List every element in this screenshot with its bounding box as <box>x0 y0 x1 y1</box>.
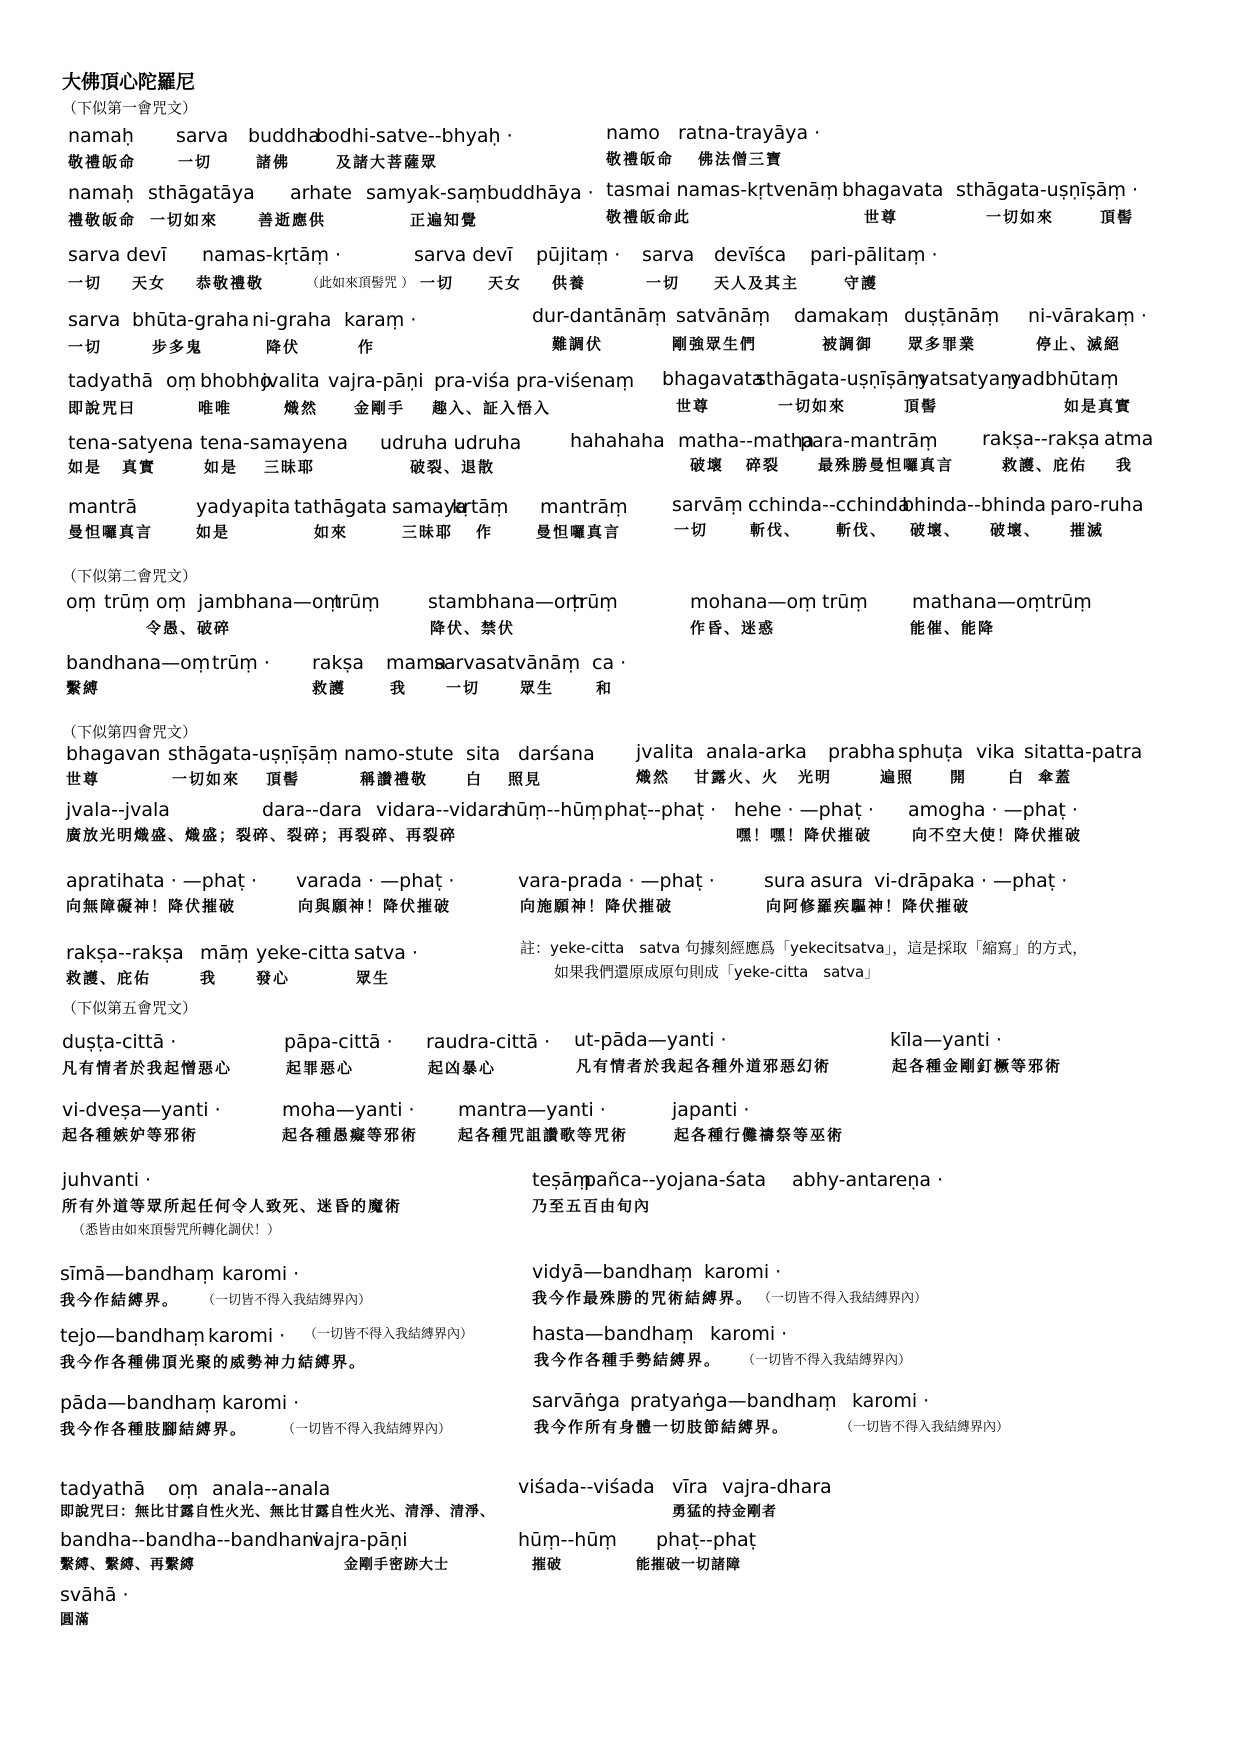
chinese-translation: 如是 <box>204 458 239 476</box>
chinese-translation: （悉皆由如來頂髻咒所轉化調伏！） <box>72 1223 281 1238</box>
chinese-translation: 曼怛囉真言 <box>536 523 622 541</box>
sanskrit-text: namas-kṛtāṃ · <box>202 244 342 266</box>
sanskrit-text: vajra-pāṇi <box>328 370 424 392</box>
chinese-translation: 一切如來 <box>778 397 847 415</box>
sanskrit-text: vi-dveṣa—yanti · <box>62 1099 221 1121</box>
chinese-translation: 救護、庇佑 <box>66 969 152 987</box>
chinese-translation: 如是 <box>68 458 103 476</box>
sanskrit-text: anala--anala <box>212 1478 331 1500</box>
sanskrit-text: bandha--bandha--bandhani <box>60 1529 320 1551</box>
chinese-translation: 我今作各種手勢結縛界。 <box>534 1351 722 1369</box>
sanskrit-text: ca · <box>592 652 627 674</box>
sanskrit-text: japanti · <box>672 1099 750 1121</box>
chinese-translation: 趣入、証入悟入 <box>432 399 552 417</box>
chinese-translation: 即說咒曰 <box>68 399 137 417</box>
chinese-translation: 天女 <box>488 274 523 292</box>
sanskrit-text: māṃ <box>200 942 249 964</box>
chinese-translation: 一切 <box>178 153 213 171</box>
sanskrit-text: damakaṃ <box>794 305 889 327</box>
chinese-translation: 即說咒曰：無比甘露自性火光、無比甘露自性火光、清淨、清淨、 <box>60 1504 495 1520</box>
sanskrit-text: sthāgata-uṣṇīṣāṃ <box>168 743 338 765</box>
sanskrit-text: tejo—bandhaṃ <box>60 1325 206 1347</box>
sanskrit-text: pari-pālitaṃ · <box>810 244 938 266</box>
sanskrit-text: darśana <box>518 743 595 765</box>
sanskrit-text: satva · <box>354 942 418 964</box>
chinese-translation: （一切皆不得入我結縛界內） <box>840 1420 1010 1435</box>
chinese-translation: 熾然 <box>284 399 319 417</box>
sanskrit-text: sarva devī <box>68 244 167 266</box>
sanskrit-text: matha--matha <box>678 430 815 452</box>
chinese-translation: 救護 <box>312 679 347 697</box>
sanskrit-text: tadyathā <box>60 1478 146 1500</box>
sanskrit-text: oṃ <box>166 370 197 392</box>
annotation-note: 註：yeke-citta satva 句據刻經應爲「yekecitsatva」，這是採取「縮寫」的方式， <box>520 939 1088 957</box>
chinese-translation: 善逝應供 <box>258 211 327 229</box>
sanskrit-text: mantrāṃ <box>540 496 628 518</box>
chinese-translation: 和 <box>596 679 614 697</box>
sanskrit-text: bhinda--bhinda <box>902 494 1046 516</box>
chinese-translation: 能催、能降 <box>910 619 996 637</box>
sanskrit-text: raudra-cittā · <box>426 1031 551 1053</box>
sanskrit-text: yadbhūtaṃ <box>1010 368 1119 390</box>
sanskrit-text: buddha <box>248 125 320 147</box>
sanskrit-text: sthāgata-uṣṇīṣāṃ <box>756 368 926 390</box>
chinese-translation: 世尊 <box>66 770 101 788</box>
chinese-translation: 甘露火、火 <box>694 768 780 786</box>
sanskrit-text: pāda—bandhaṃ <box>60 1392 217 1414</box>
chinese-translation: 白 <box>1008 768 1026 786</box>
sanskrit-text: karomi · <box>222 1392 300 1414</box>
annotation-note: 如果我們還原成原句則成「yeke-citta satva」 <box>554 963 880 981</box>
chinese-translation: 頂髻 <box>1100 208 1135 226</box>
sanskrit-text: karomi · <box>710 1323 788 1345</box>
sanskrit-text: phaṭ--phaṭ · <box>604 799 717 821</box>
chinese-translation: 降伏 <box>266 338 301 356</box>
chinese-translation: 凡有情者於我起各種外道邪惡幻術 <box>576 1057 832 1075</box>
sanskrit-text: sarva <box>642 244 695 266</box>
sanskrit-text: bhūta-graha <box>132 309 250 331</box>
chinese-translation: 作 <box>476 523 494 541</box>
chinese-translation: 嘿！嘿！降伏摧破 <box>736 826 873 844</box>
chinese-translation: 破壞、 <box>910 521 962 539</box>
sanskrit-text: ratna-trayāya · <box>678 122 821 144</box>
sanskrit-text: viśada--viśada <box>518 1476 655 1498</box>
sanskrit-text: rakṣa <box>312 652 364 674</box>
chinese-translation: 向與願神！降伏摧破 <box>298 897 452 915</box>
sanskrit-text: bhagavata <box>842 179 944 201</box>
chinese-translation: 向施願神！降伏摧破 <box>520 897 674 915</box>
sanskrit-text: cchinda--cchinda <box>748 494 910 516</box>
section-heading: （下似第二會咒文） <box>62 567 198 585</box>
sanskrit-text: pra-viśa <box>434 370 510 392</box>
chinese-translation: 頂髻 <box>266 770 301 788</box>
sanskrit-text: karomi · <box>704 1261 782 1283</box>
sanskrit-text: paro-ruha <box>1050 494 1144 516</box>
sanskrit-text: trūṃ <box>1046 591 1092 613</box>
chinese-translation: 摧滅 <box>1070 521 1105 539</box>
sanskrit-text: karomi · <box>222 1263 300 1285</box>
chinese-translation: 眾生 <box>520 679 555 697</box>
sanskrit-text: vīra <box>672 1476 708 1498</box>
chinese-translation: 及諸大菩薩眾 <box>336 153 439 171</box>
sanskrit-text: jvalita <box>262 370 320 392</box>
sanskrit-text: prabha <box>828 741 896 763</box>
sanskrit-text: arhate <box>290 182 352 204</box>
sanskrit-text: vi-drāpaka · —phaṭ · <box>874 870 1068 892</box>
chinese-translation: 眾多罪業 <box>908 335 977 353</box>
section-heading: （下似第五會咒文） <box>62 999 198 1017</box>
chinese-translation: 如是真實 <box>1064 397 1133 415</box>
chinese-translation: 一切 <box>68 274 103 292</box>
sanskrit-text: yadyapita <box>196 496 291 518</box>
chinese-translation: 唯唯 <box>198 399 233 417</box>
chinese-translation: 我今作所有身體一切肢節結縛界。 <box>534 1418 790 1436</box>
chinese-translation: 世尊 <box>864 208 899 226</box>
chinese-translation: 如來 <box>314 523 349 541</box>
sanskrit-text: karomi · <box>208 1325 286 1347</box>
chinese-translation: 我 <box>390 679 408 697</box>
chinese-translation: 起各種行儺禱祭等巫術 <box>674 1126 845 1144</box>
sanskrit-text: pañca--yojana-śata <box>584 1169 767 1191</box>
chinese-translation: 起各種嫉妒等邪術 <box>62 1126 199 1144</box>
chinese-translation: 我今作最殊勝的咒術結縛界。 <box>532 1289 754 1307</box>
sanskrit-text: sarva <box>176 125 229 147</box>
chinese-translation: 勇猛的持金剛者 <box>672 1504 777 1520</box>
sanskrit-text: vajra-dhara <box>722 1476 832 1498</box>
chinese-translation: （一切皆不得入我結縛界內） <box>202 1293 372 1308</box>
chinese-translation: 一切如來 <box>986 208 1055 226</box>
sanskrit-text: sita <box>466 743 501 765</box>
sanskrit-text: sthāgata-uṣṇīṣāṃ · <box>956 179 1139 201</box>
chinese-translation: （一切皆不得入我結縛界內） <box>758 1291 928 1306</box>
chinese-translation: 斬伐、 <box>836 521 888 539</box>
chinese-translation: 一切如來 <box>150 211 219 229</box>
chinese-translation: 一切 <box>68 338 103 356</box>
chinese-translation: 正遍知覺 <box>410 211 479 229</box>
chinese-translation: 一切 <box>420 274 455 292</box>
chinese-translation: 傘蓋 <box>1038 768 1073 786</box>
sanskrit-text: vidara--vidara <box>376 799 509 821</box>
chinese-translation: 我今作結縛界。 <box>60 1291 180 1309</box>
chinese-translation: 敬禮皈命此 <box>606 208 692 226</box>
sanskrit-text: hūṃ--hūṃ <box>504 799 603 821</box>
sanskrit-text: asura <box>810 870 864 892</box>
chinese-translation: 凡有情者於我起憎惡心 <box>62 1059 233 1077</box>
chinese-translation: 作昏、迷惑 <box>690 619 776 637</box>
sanskrit-text: trūṃ <box>822 591 868 613</box>
sanskrit-text: sarva <box>434 652 487 674</box>
sanskrit-text: stambhana—oṃ <box>428 591 585 613</box>
chinese-translation: 斬伐、 <box>750 521 802 539</box>
sanskrit-text: bhagavan <box>66 743 161 765</box>
sanskrit-text: satvānāṃ <box>676 305 771 327</box>
chinese-translation: 遍照 <box>880 768 915 786</box>
chinese-translation: 一切 <box>674 521 709 539</box>
sanskrit-text: mantra—yanti · <box>458 1099 606 1121</box>
chinese-translation: 向無障礙神！降伏摧破 <box>66 897 237 915</box>
chinese-translation: 步多鬼 <box>152 338 204 356</box>
sanskrit-text: bodhi-satve--bhyaḥ · <box>316 125 513 147</box>
chinese-translation: 令愚、破碎 <box>146 619 232 637</box>
sanskrit-text: karomi · <box>852 1390 930 1412</box>
sanskrit-text: tathāgata <box>294 496 388 518</box>
chinese-translation: 供養 <box>552 274 587 292</box>
sanskrit-text: oṃ <box>156 591 187 613</box>
sanskrit-text: dur-dantānāṃ <box>532 305 667 327</box>
sanskrit-text: amogha · —phaṭ · <box>908 799 1078 821</box>
chinese-translation: （一切皆不得入我結縛界內） <box>304 1327 474 1342</box>
sanskrit-text: namaḥ <box>68 125 134 147</box>
sanskrit-text: rakṣa--rakṣa <box>66 942 184 964</box>
sanskrit-text: duṣṭa-cittā · <box>62 1031 177 1053</box>
sanskrit-text: mohana—oṃ <box>690 591 817 613</box>
sanskrit-text: tasmai namas-kṛtvenāṃ <box>606 179 839 201</box>
chinese-translation: 廣放光明熾盛、熾盛；裂碎、裂碎；再裂碎、再裂碎 <box>66 826 458 844</box>
chinese-translation: 停止、滅絕 <box>1036 335 1122 353</box>
chinese-translation: 守護 <box>844 274 879 292</box>
chinese-translation: 破壞、 <box>990 521 1042 539</box>
sanskrit-text: pūjitaṃ · <box>536 244 621 266</box>
sanskrit-text: devīśca <box>714 244 787 266</box>
chinese-translation: 乃至五百由旬內 <box>532 1197 652 1215</box>
sanskrit-text: sphuṭa <box>898 741 964 763</box>
chinese-translation: 被調御 <box>822 335 874 353</box>
sanskrit-text: phaṭ--phaṭ <box>656 1529 757 1551</box>
sanskrit-text: udruha udruha <box>380 432 522 454</box>
sanskrit-text: sīmā—bandhaṃ <box>60 1263 215 1285</box>
sanskrit-text: mama <box>386 652 447 674</box>
chinese-translation: 降伏、禁伏 <box>430 619 516 637</box>
chinese-translation: （此如來頂髻咒 ） <box>306 276 415 291</box>
sanskrit-text: tena-samayena <box>200 432 348 454</box>
sanskrit-text: samyak-saṃbuddhāya · <box>366 182 594 204</box>
chinese-translation: 敬禮皈命 <box>68 153 137 171</box>
chinese-translation: 起各種咒詛讚歌等咒術 <box>458 1126 629 1144</box>
chinese-translation: 所有外道等眾所起任何令人致死、迷昏的魔術 <box>62 1197 403 1215</box>
sanskrit-text: abhy-antareṇa · <box>792 1169 944 1191</box>
sanskrit-text: apratihata · —phaṭ · <box>66 870 258 892</box>
sanskrit-text: kṛtāṃ <box>452 496 509 518</box>
sanskrit-text: tadyathā <box>68 370 154 392</box>
sanskrit-text: namo <box>606 122 660 144</box>
chinese-translation: 向阿修羅疾驅神！降伏摧破 <box>766 897 971 915</box>
chinese-translation: 起凶暴心 <box>428 1059 497 1077</box>
sanskrit-text: rakṣa--rakṣa <box>982 428 1100 450</box>
chinese-translation: 天女 <box>132 274 167 292</box>
chinese-translation: 向不空大使！降伏摧破 <box>912 826 1083 844</box>
sanskrit-text: dara--dara <box>262 799 363 821</box>
chinese-translation: 起各種愚癡等邪術 <box>282 1126 419 1144</box>
sanskrit-text: satvānāṃ <box>486 652 581 674</box>
sanskrit-text: oṃ <box>168 1478 199 1500</box>
chinese-translation: （一切皆不得入我結縛界內） <box>742 1353 912 1368</box>
chinese-translation: 曼怛囉真言 <box>68 523 154 541</box>
chinese-translation: 繫縛、繫縛、再繫縛 <box>60 1557 195 1573</box>
sanskrit-text: juhvanti · <box>62 1169 152 1191</box>
sanskrit-text: bhobho <box>200 370 272 392</box>
chinese-translation: 能摧破一切諸障 <box>636 1557 741 1573</box>
sanskrit-text: svāhā · <box>60 1584 129 1606</box>
sanskrit-text: para-mantrāṃ <box>800 430 938 452</box>
chinese-translation: 圓滿 <box>60 1612 90 1628</box>
sanskrit-text: trūṃ <box>104 591 150 613</box>
chinese-translation: 佛法僧三寶 <box>698 150 784 168</box>
sanskrit-text: oṃ <box>66 591 97 613</box>
sanskrit-text: hasta—bandhaṃ <box>532 1323 694 1345</box>
sanskrit-text: hehe · —phaṭ · <box>734 799 874 821</box>
chinese-translation: 破裂、退散 <box>410 458 496 476</box>
chinese-translation: 作 <box>358 338 376 356</box>
chinese-translation: 禮敬皈命 <box>68 211 137 229</box>
chinese-translation: 一切如來 <box>172 770 241 788</box>
sanskrit-text: yeke-citta <box>256 942 351 964</box>
sanskrit-text: pra-viśenaṃ <box>516 370 635 392</box>
sanskrit-text: sarva devī <box>414 244 513 266</box>
sanskrit-text: namaḥ <box>68 182 134 204</box>
sanskrit-text: hahahaha <box>570 430 665 452</box>
page-title: 大佛頂心陀羅尼 <box>62 71 196 93</box>
sanskrit-text: jambhana—oṃ <box>198 591 342 613</box>
sanskrit-text: tena-satyena <box>68 432 194 454</box>
section-heading: （下似第一會咒文） <box>62 99 198 117</box>
sanskrit-text: kīla—yanti · <box>890 1029 1002 1051</box>
chinese-translation: 起罪惡心 <box>286 1059 355 1077</box>
chinese-translation: 眾生 <box>356 969 391 987</box>
chinese-translation: 開 <box>950 768 968 786</box>
chinese-translation: 敬禮皈命 <box>606 150 675 168</box>
sanskrit-text: ni-graha <box>252 309 332 331</box>
chinese-translation: 一切 <box>646 274 681 292</box>
sanskrit-text: anala-arka <box>706 741 807 763</box>
chinese-translation: 白 <box>466 770 484 788</box>
sanskrit-text: teṣāṃ <box>532 1169 592 1191</box>
chinese-translation: 照見 <box>508 770 543 788</box>
sanskrit-text: jvala--jvala <box>66 799 170 821</box>
chinese-translation: 救護、庇佑 <box>1002 456 1088 474</box>
sanskrit-text: sarvāṃ <box>672 494 743 516</box>
chinese-translation: 破壞 <box>690 456 725 474</box>
sanskrit-text: ut-pāda—yanti · <box>574 1029 727 1051</box>
sanskrit-text: trūṃ · <box>212 652 270 674</box>
chinese-translation: 剛強眾生們 <box>672 335 758 353</box>
sanskrit-text: bhagavata <box>662 368 764 390</box>
section-heading: （下似第四會咒文） <box>62 723 198 741</box>
chinese-translation: 熾然 <box>636 768 671 786</box>
sanskrit-text: sarva <box>68 309 121 331</box>
chinese-translation: 摧破 <box>532 1557 562 1573</box>
chinese-translation: 三昧耶 <box>402 523 454 541</box>
sanskrit-text: trūṃ <box>572 591 618 613</box>
chinese-translation: 一切 <box>446 679 481 697</box>
sanskrit-text: duṣṭānāṃ <box>904 305 1000 327</box>
chinese-translation: 世尊 <box>676 397 711 415</box>
sanskrit-text: mantrā <box>68 496 138 518</box>
sanskrit-text: moha—yanti · <box>282 1099 415 1121</box>
chinese-translation: 我今作各種肢腳結縛界。 <box>60 1420 248 1438</box>
sanskrit-text: vara-prada · —phaṭ · <box>518 870 715 892</box>
sanskrit-text: pāpa-cittā · <box>284 1031 393 1053</box>
chinese-translation: 起各種金剛釘橛等邪術 <box>892 1057 1063 1075</box>
sanskrit-text: vika <box>976 741 1015 763</box>
chinese-translation: 三昧耶 <box>264 458 316 476</box>
chinese-translation: 金剛手 <box>354 399 406 417</box>
chinese-translation: 真實 <box>122 458 157 476</box>
chinese-translation: 我 <box>1116 456 1134 474</box>
chinese-translation: 難調伏 <box>552 335 604 353</box>
sanskrit-text: ni-vārakaṃ · <box>1028 305 1147 327</box>
chinese-translation: 我 <box>200 969 218 987</box>
chinese-translation: 繫縛 <box>66 679 101 697</box>
sanskrit-text: jvalita <box>636 741 694 763</box>
sanskrit-text: sitatta-patra <box>1024 741 1143 763</box>
sanskrit-text: vajra-pāṇi <box>312 1529 408 1551</box>
sanskrit-text: sarvāṅga <box>532 1390 620 1412</box>
chinese-translation: 如是 <box>196 523 231 541</box>
sanskrit-text: mathana—oṃ <box>912 591 1047 613</box>
sanskrit-text: sura <box>764 870 806 892</box>
chinese-translation: 光明 <box>798 768 833 786</box>
chinese-translation: 最殊勝曼怛囉真言 <box>818 456 955 474</box>
chinese-translation: 我今作各種佛頂光聚的威勢神力結縛界。 <box>60 1353 367 1371</box>
chinese-translation: 天人及其主 <box>714 274 800 292</box>
sanskrit-text: yatsatyaṃ <box>918 368 1019 390</box>
sanskrit-text: vidyā—bandhaṃ <box>532 1261 693 1283</box>
chinese-translation: 稱讚禮敬 <box>360 770 429 788</box>
sanskrit-text: samaya <box>392 496 467 518</box>
chinese-translation: 恭敬禮敬 <box>196 274 265 292</box>
sanskrit-text: trūṃ <box>334 591 380 613</box>
chinese-translation: 金剛手密跡大士 <box>344 1557 449 1573</box>
sanskrit-text: karaṃ · <box>344 309 417 331</box>
chinese-translation: 頂髻 <box>904 397 939 415</box>
sanskrit-text: hūṃ--hūṃ <box>518 1529 617 1551</box>
sanskrit-text: atma <box>1104 428 1154 450</box>
chinese-translation: 諸佛 <box>256 153 291 171</box>
sanskrit-text: sthāgatāya <box>148 182 255 204</box>
sanskrit-text: pratyaṅga—bandhaṃ <box>630 1390 837 1412</box>
sanskrit-text: varada · —phaṭ · <box>296 870 455 892</box>
chinese-translation: 發心 <box>256 969 291 987</box>
sanskrit-text: namo-stute <box>344 743 454 765</box>
chinese-translation: 碎裂 <box>746 456 781 474</box>
sanskrit-text: bandhana—oṃ <box>66 652 211 674</box>
chinese-translation: （一切皆不得入我結縛界內） <box>282 1422 452 1437</box>
